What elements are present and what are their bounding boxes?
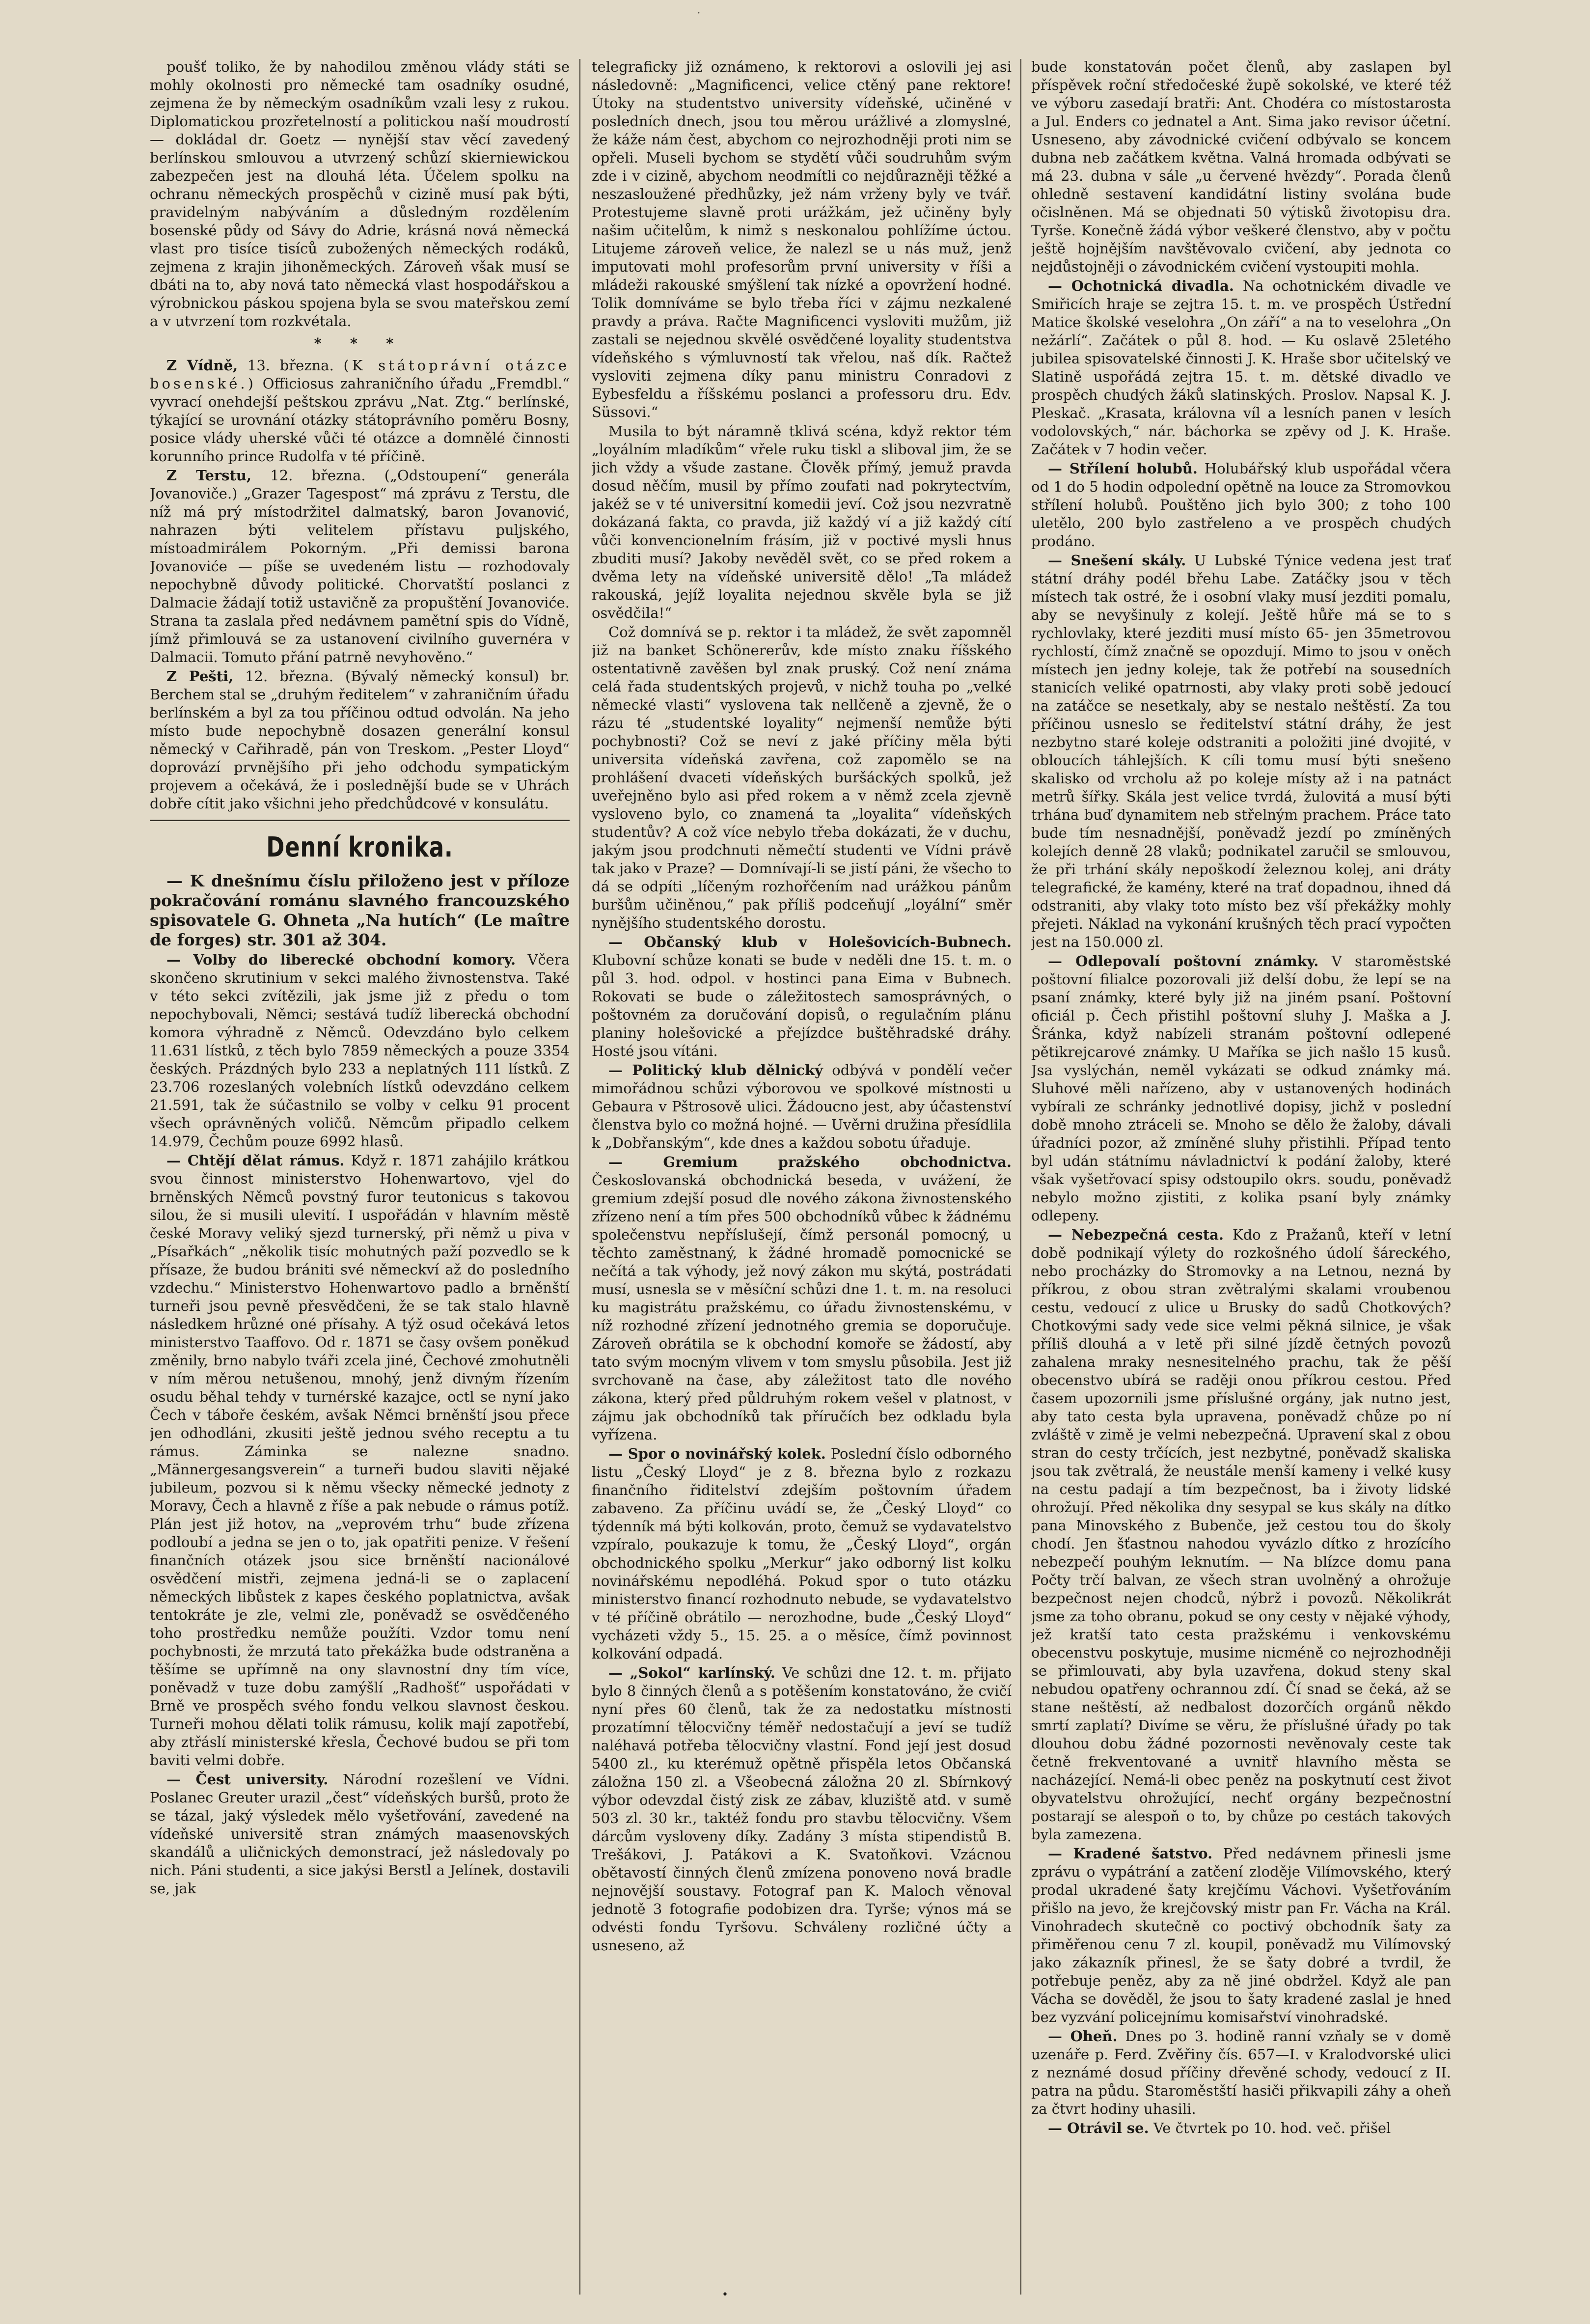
news-item: — Čest university. Národní rozešlení ve Vídni. Poslanec Greuter urazil „čest“ vídeňských buršů, proto že se tázal, jaký výsledek mělo vyšetřování, zavedené na vídeňské universitě stran známých maasenovských skandálů a uličnických demonstrací, jež následovaly po nich. Páni studenti, a sice jakýsi Berstl a Jelínek, dostavili se, jak bbox=[150, 1771, 570, 1897]
page-bottom-mark: • bbox=[722, 2289, 728, 2301]
news-item: — Spor o novinářský kolek. Poslední číslo odborného listu „Český Lloyd“ je z 8. března bylo z rozkazu finančního řiditelství zdejším poštovním úřadem zabaveno. Za příčinu uvádí se, že „Český Lloyd“ co týdenník má býti kolkován, proto, čemuž se vydavatelstvo vzpíralo, poukazuje k tomu, že „Český Lloyd“, orgán obchodnického spolku „Merkur“ jako odborný list kolku novinářskému nepodléhá. Pokud spor o tuto otázku ministerstvo financí rozhodnuto nebude, se vydavatelstvo v té příčině obrátilo — nerozhodne, bude „Český Lloyd“ vycházeti vždy 5., 15. 25. a o měsíce, čímž povinnost kolkování odpadá. bbox=[592, 1445, 1012, 1662]
news-item: — Politický klub dělnický odbývá v pondělí večer mimořádnou schůzi výborovou ve spolkové místnosti u Gebaura v Pštrosově ulici. Žádoucno jest, aby účastenství členstva bylo co možná hojné. — Uvěrni družina přesídlila k „Dobřanským“, kde dnes a každou sobotu úřaduje. bbox=[592, 1062, 1012, 1151]
column-3 bbox=[1031, 58, 1451, 2295]
column-1 bbox=[150, 58, 570, 2295]
news-item: Z Vídně, 13. března. (K státoprávní otázce bosenské.) Officiosus zahraničního úřadu „Fremdbl.“ vyvrací onehdejší peštskou zprávu „Nat. Ztg.“ berlínské, týkající se urovnání otázky státoprávního poměru Bosny, posice vlády uherské vůči té otázce a domnělé činnosti korunního prince Rudolfa v té příčině. bbox=[150, 357, 570, 465]
news-item: — „Sokol“ karlínský. Ve schůzi dne 12. t. m. přijato bylo 8 činných členů a s potěšením konstatováno, že cvičí nyní přes 60 členů, tak že za nedostatku místnosti prozatímní tělocvičny téměř nedostačují a jeví se tudíž naléhavá potřeba tělocvičny vlastní. Fond její jest dosud 5400 zl., ku kterémuž opětně přispěla letos Občanská záložna 150 zl. a Všeobecná záložna 20 zl. Sbírnkový výbor odevzdal čistý zisk ze zábav, kluziště atd. v sumě 503 zl. 30 kr., taktéž fondu pro stavbu tělocvičny. Všem dárcům vysloveny díky. Zadány 3 místa stipendistů B. Trešákovi, J. Patákovi a K. Svatoňkovi. Vzácnou obětavostí činných členů zmízena ponoveno nová bradle nejnovější soustavy. Fotograf pan K. Maloch věnoval jednotě 3 fotografie podobizen dra. Tyrše; výnos má se odvésti fondu Tyršovu. Schváleny rozličné účty a usneseno, až bbox=[592, 1664, 1012, 1954]
news-item: — Ochotnická divadla. Na ochotnickém divadle ve Smiřicích hraje se zejtra 15. t. m. ve prospěch Ústřední Matice školské veselohra „On září“ a na to veselohra „On nežárlí“. Začátek o půl 8. hod. — Ku oslavě 25letého jubilea spisovatelské činnosti J. K. Hraše sbor učitelský ve Slatině uspořádá zejtra 15. t. m. dětské divadlo ve prospěch chudých žáků slatinských. Proslov. Napsal K. J. Pleskač. „Krasata, královna víl a lesních panen v lesích vodolovských,“ nár. báchorka se zpěvy od J. K. Hraše. Začátek v 7 hodin večer. bbox=[1031, 277, 1451, 458]
section-rule bbox=[150, 820, 570, 821]
news-item: — Otrávil se. Ve čtvrtek po 10. hod. več. přišel bbox=[1048, 2120, 1391, 2136]
news-item: — Gremium pražského obchodnictva. Českoslovanská obchodnická beseda, v uvážení, že gremium zdejší posud dle nového zákona živnostenského zřízeno není a tím přes 500 obchodníků vůbec k žádnému společenstvu nepříslušejí, čímž personál pomocný, u těchto zaměstnaný, k žádné hromadě pomocnické se nečítá a tak výhody, jež nový zákon mu skýtá, postrádati musí, usnesla se v měsíční schůzi dne 1. t. m. na resoluci ku magistrátu pražskému, co úřadu živnostenskému, v níž rozhodné zřízení jednotného gremia se doporučuje. Zároveň obrátila se k obchodní komoře se žádostí, aby tato svým mocným vlivem v tom smyslu působila. Jest již svrchovaně na čase, aby záležitost tato dle nového zákona, který před půldruhým rokem vešel v platnost, v zájmu jak obchodníků tak příručích bez odkladu byla vyřízena. bbox=[592, 1154, 1012, 1443]
news-item: — Občanský klub v Holešovicích-Bubnech. Klubovní schůze konati se bude v neděli dne 15. t. m. o půl 3. hod. odpol. v hostinci pana Eima v Bubnech. Rokovati se bude o záležitostech samosprávných, o poštovném za doručování dopisů, o regulačním plánu planiny holešovické a přejízdce buštěhradské dráhy. Hosté jsou vítáni. bbox=[592, 934, 1012, 1059]
news-item: — Chtějí dělat rámus. Když r. 1871 zahájilo krátkou svou činnost ministerstvo Hohenwartovo, vjel do brněnských Němců povstný furor teutonicus s takovou silou, že si musili ulevití. I uspořádán v hlavním městě české Moravy veliký sjezd turnerský, při němž u piva v „Písařkách“ „několik tisíc mohutných paží pozvedlo se k přísaze, že budou brániti své německví až do posledního vzdechu.“ Ministerstvo Hohenwartovo padlo a brněnští turneři jsou pevně přesvědčeni, že se tak stalo hlavně následkem hrůzné oné přísahy. A týž osud očekává letos ministerstvo Taaffovo. Od r. 1871 se časy ovšem poněkud změnily, brno nabylo tváři zcela jiné, Čechové zmohutněli v ním měrou netušenou, mnohý, jenž divným řízením osudu běhal tehdy v turnérské kazajce, octl se nyní jako Čech v táboře českém, avšak Němci brněnští jsou přece jen odhodláni, zkusiti ještě jednou svého receptu a tu rámus. Záminka se nalezne snadno. „Männergesangsverein“ a turneři budou slaviti nějaké jubileum, pozvou si k němu všecky německé jednoty z Moravy, Čech a hlavně z říše a pak nebude o rámus potíž. Plán jest již hotov, na „veprovém trhu“ bude zřízena podloubí a jedna se jen o to, jak opatřiti penize. V řešení finančních otázek jsou sice brněnští nacionálové osvědčení mistři, zejmena jedná-li se o zaplacení německých libůstek z kapes českého poplatnictva, avšak tentokráte je zle, velmi zle, poněvadž se osvědčeného toho prostředku nemůže použíti. Vzdor tomu není pochybnosti, že mrzutá tato překážka bude odstraněna a těšíme se upřímně na ony slavnostní dny tím více, poněvadž v tuze dobu zamýšlí „Radhošť“ uspořádati v Brně ve prospěch svého fondu velkou slavnost českou. Turneři mohou dělati tolik rámusu, kolik mají zapotřebí, aby ztřáslí ministerské křesla, Čechové budou se při tom baviti velmi dobře. bbox=[150, 1152, 570, 1769]
news-item: — Střílení holubů. Holubářský klub uspořádal včera od 1 do 5 hodin odpolední opětně na louce za Stromovkou střílení holubů. Pouštěno jich bylo 300; z toho 100 uletělo, 200 bylo zastřeleno a ve prospěch chudých prodáno. bbox=[1031, 460, 1451, 550]
news-item: — Kradené šatstvo. Před nedávnem přinesli jsme zprávu o vypátrání a zatčení zloděje Vilímovského, který prodal ukradené šaty krejčímu Váchovi. Vyšetřováním přišlo na jevo, že krejčovský mistr pan Fr. Vácha na Král. Vinohradech skutečně co poctivý obchodník šaty za přiměřenou cenu 7 zl. koupil, poněvadž mu Vilímovský jako zákazník přinesl, že se šaty dobré a tvrdil, že potřebuje peněz, aby za ně jiné obdržel. Když ale pan Vácha se dověděl, že jsou to šaty kradené zaslal je hned bez vyzvání policejnímu komisařství vinohradské. bbox=[1031, 1845, 1451, 2025]
column-2 bbox=[592, 58, 1012, 2295]
news-item: — Volby do liberecké obchodní komory. Včera skončeno skrutinium v sekci malého živnostenstva. Také v této sekci zvítězili, jak jsme již z předu o tom nepochybovali, Němci; sestává tudíž liberecká obchodní komora výhradně z Němců. Odevzdáno bylo celkem 11.631 lístků, z těch bylo 7859 německých a pouze 3354 českých. Prázdných bylo 233 a neplatných 111 lístků. Z 23.706 rozeslaných volebních lístků odevzdáno celkem 21.591, tak že súčastnilo se volby v celku 91 procent všech oprávněných voličů. Němcům připadlo celkem 14.979, Čechům pouze 6992 hlasů. bbox=[150, 951, 570, 1150]
page-top-mark: · bbox=[697, 7, 701, 19]
news-item: — Odlepovalí poštovní známky. V staroměstské poštovní filialce pozorovali již delší dobu, že lepí se na psaní známky, které byly již na jiném psaní. Poštovní oficiál p. Čech přistihl poštovní sluhy J. Maška a J. Šránka, když nabízeli stranám poštovní odlepené pětikrejcarové známky. U Maříka se jich našlo 15 kusů. Jsa vyslýchán, neměl vykázati se odkud známky má. Sluhové měli nařízeno, aby v ustanovených hodinách vybírali ze schránky jednotlivé dopisy, jichž v poslední době mnoho ztráceli se. Mnoho se dělo že žaloby, dávali úřadníci pozor, až zmíněné sluhy přistihli. Případ tento byl udán státnímu návladnictví k podání žaloby, které však vyšetřovací spisy odstoupilo okrs. soudu, poněvadž nebylo možno zjistiti, z kolika psaní byly známky odlepeny. bbox=[1031, 953, 1451, 1224]
lead-notice: — K dnešnímu číslu přiloženo jest v příloze pokračování románu slavného francouzského spisovatele G. Ohneta „Na hutích“ (Le maître de forges) str. 301 až 304. bbox=[150, 871, 570, 949]
article-paragraph: Což domnívá se p. rektor i ta mládež, že svět zapomněl již na banket Schönererův, kde místo znaku říšského ostentativně zavěšen byl znak pruský. Což není známa celá řada studentských projevů, v nichž touha po „velké německé vlasti“ vyslovena tak nellčeně a zjevně, že o rázu té „studentské loyality“ nejmenší nemůže býti pochybnosti? Což se neví z jaké příčiny měla býti universita vídeňská zavřena, což zapomělo se na prohlášení dvaceti vídeňských buršáckých spolků, jež uveřejněno bylo asi před rokem a v němž zcela zjevně vysloveno bylo, co znamená ta „loyalita“ vídeňských studentův? A což více nebylo třeba dokázati, že v duchu, jakým jsou prodchnuti němečtí studenti ve Vídni právě tak jako v Praze? — Domnívají-li se jistí páni, že všecho to dá se odpíti „líčeným rozhořčením nad urážkou pánům buršům učiněnou,“ pak příliš podceňují „loyální“ směr nynějšího studentského dorostu. bbox=[592, 624, 1012, 931]
section-stars: * * * bbox=[314, 335, 406, 352]
news-item: — Snešení skály. U Lubské Týnice vedena jest trať státní dráhy podél břehu Labe. Zatáčky jsou v těch místech tak ostré, že i osobní vlaky musí jezditi pomalu, aby se nevyšinuly z kolejí. Ještě hůře má se to s rychlovlaky, které jezditi musí místo 65- jen 35metrovou rychlostí, čímž značně se opozdují. Mimo to jsou v oněch místech jen jedny koleje, tak že potřebí na sousedních stanicích veliké opatrnosti, aby vlaky proti sobě jedoucí na zatáčce se nesetkaly, aby se nestalo neštěstí. Za tou příčinou usneslo se ředitelství státní dráhy, že jest nezbytno staré koleje odstraniti a položiti jiné dvojité, v obloucích táhlejších. K cíli tomu musí býti snešeno skalisko od vrcholu až po koleje místy až i na patnáct metrů šířky. Skála jest velice tvrdá, žulovitá a musí býti trhána buď dynamitem neb střelným prachem. Práce tato bude tím nesnadnější, poněvadž jezdí po zmíněných kolejích denně 28 vlaků; podnikatel zaručil se smlouvou, že při trhání skály nepoškodí železnou kolej, ani dráty telegrafické, že kamény, které na trať dopadnou, ihned dá odstraniti, aby vlaky toto místo bez vší překážky mohly přejeti. Náklad na vykonání krušných těch prací vypočten jest na 150.000 zl. bbox=[1031, 552, 1451, 950]
section-title: Denní kronika. bbox=[266, 831, 453, 863]
column-divider bbox=[579, 59, 580, 2295]
article-paragraph: poušť toliko, že by nahodilou změnou vlády státi se mohly okolnosti pro německé tam osadníky osudné, zejmena že by německým osadníkům vzali lesy z rukou. Diplomatickou prozřetelností a politickou naší moudrostí — dokládal dr. Goetz — nynější stav věcí zavedený berlínskou smlouvou a utvrzený schůzí skierniewickou zabezpečen jest na dlouhá léta. Účelem spolku na ochranu německých prospěchů v cizině musí pak býti, pravidelným nabýváním a důsledným rozdělením bosenské půdy od Sávy do Adrie, krásná nová německá vlast pro tisíce tisíců zubožených německých rodáků, zejmena z krajin jihoněmeckých. Zároveň však musí se dbáti na to, aby nová tato německá vlast hospodářskou a výrobnickou páskou spojena byla se svou mateřskou zemí a v utvrzení tom rozkvétala. bbox=[150, 58, 570, 330]
news-item: — Nebezpečná cesta. Kdo z Pražanů, kteří v letní době podnikají výlety do rozkošného údolí šáreckého, nebo procházky do Stromovky a na Letnou, nezná by příkrou, z obou stran zvětralými skalami vroubenou cestu, vedoucí z ulice u Brusky do sadů Chotkových? Chotkovými sady vede sice velmi pěkná silnice, je však příliš dlouhá a v letě při silné jízdě četných povozů zahalena mraky nesnesitelného prachu, tak že pěší obecenstvo ubírá se raději onou příkrou cestou. Před časem upozornili jsme příslušné orgány, jak nutno jest, aby tato cesta byla upravena, poněvadž chůze po ní zvláště v zimě je velmi nebezpečná. Upravení skal z obou stran do cesty trčících, jest nezbytné, poněvadž skaliska jsou tak zvětralá, že neustále menší kameny i velké kusy na cestu padají a tím bezpečnost, ba i životy lidské ohrožují. Před několika dny sesypal se kus skály na dítko pana Minovského z Bubenče, jež cestou tou do školy chodí. Jen šťastnou nahodou vyvázlo dítko z hrozícího nebezpečí pouhým leknutím. — Na blízce domu pana Počty trčí balvan, ze všech stran uvolněný a ohrožuje bezpečnost nejen chodců, nýbrž i povozů. Několikrát jsme za toho obranu, pokud se ony cesty v nějaké výhody, jež kratší tato cesta pražskému i venkovskému obecenstvu poskytuje, musime nicméně co nejrozhodněji se přimlouvati, aby byla uzavřena, dokud steny skal nebudou opatřeny ochrannou zdí. Čí snad se čeká, až se stane neštěstí, až nedbalost dozorčích orgánů někdo smrtí zaplatí? Divíme se věru, že příslušné úřady po tak dlouhou dobu žádné pozornosti nevěnovaly ceste tak četně frekventované a uvnitř hlavního města se nacházející. Nemá-li obec peněz na poskytnutí cest život obyvatelstvu ohrožující, nechť orgány bezpečnostní postarají se alespoň o to, by chůze po cestách takových byla zamezena. bbox=[1031, 1226, 1451, 1843]
news-item: — Oheň. Dnes po 3. hodině ranní vzňaly se v domě uzenáře p. Ferd. Zvěřiny čís. 657—I. v Kralodvorské ulici z neznámé dosud příčiny dřevěné schody, vedoucí z II. patra na půdu. Staroměstští hasiči přikvapili záhy a oheň za čtvrt hodiny uhasili. bbox=[1031, 2028, 1451, 2117]
article-paragraph: telegraficky již oznámeno, k rektorovi a oslovili jej asi následovně: „Magnificenci, velice ctěný pane rektore! Útoky na studentstvo university vídeňské, učiněné v posledních dnech, jsou tou měrou urážlivé a zlomyslné, že káže nám čest, abychom co nejrozhodněji proti nim se opřeli. Museli bychom se stydětí vůči soudruhům svým zde i v cizině, abychom neodmítli co nejdůrazněji těžké a neszasloužené předhůzky, jež nám vrženy byly ve tvář. Protestujeme slavně proti urážkám, jež učiněny byly našim učitelům, k nimž s neskonalou pohlížíme úctou. Litujeme zároveň velice, že nalezl se u nás muž, jenž imputovati mohl profesorům první university v říši a mládeži rakouské smýšlení tak nízké a opovržení hodné. Tolik domníváme se bylo třeba říci v zájmu nezkalené pravdy a práva. Račte Magnificenci vysloviti mužům, již zastali se nejednou skvělé osvědčené loyality studentstva vídeňského s výmluvností tak vřelou, naš dík. Račtež vysloviti zejmena díky panu ministru Conradovi z Eybesfeldu a říšskému poslanci a professoru dru. Edv. Süssovi.“ bbox=[592, 58, 1012, 420]
article-paragraph: bude konstatován počet členů, aby zaslapen byl příspěvek roční středočeské župě sokolské, ve které též ve výboru zasedají bratři: Ant. Chodéra co místostarosta a Jul. Enders co jednatel a Ant. Sima jako revisor účetní. Usneseno, aby závodnické cvičení odbývalo se koncem dubna neb začátkem května. Valná hromada odbývati se má 23. dubna v sále „u červené hvězdy“. Porada členů ohledně sestavení kandidátní listiny svolána bude očislněnen. Má se objednati 50 výtisků životopisu dra. Tyrše. Konečně žádá výbor veškeré členstvo, aby v počtu ještě hojnějším navštěvovalo cvičení, aby jednota co nejdůstojněji o závodnickém cvičení vystoupiti mohla. bbox=[1031, 58, 1451, 275]
news-item: Z Pešti, 12. března. (Bývalý německý konsul) br. Berchem stal se „druhým ředitelem“ v zahraničním úřadu berlínském a byl za tou příčinou odtud odvolán. Na jeho místo bude nepochybně dosazen generální konsul německý v Cařihradě, pán von Treskom. „Pester Lloyd“ doprovází prvnějšího při jeho odchodu sympatickým projevem a očekává, že i poslednější bude se v Uhrách dobře cítit jako všichni jeho předchůdcové v konsulátu. bbox=[150, 668, 570, 812]
column-divider bbox=[1020, 59, 1021, 2295]
article-paragraph: Musila to být náramně tklivá scéna, když rektor tém „loyálním mladíkům“ vřele ruku tiskl a sliboval jim, že se jich vždy a všude zastane. Člověk přímý, jemuž pravda dosud něčím, musil by přímo zoufati nad pokrytectvím, jakéž se v té universitní komedii jeví. Což jsou nezvratně dokázaná fakta, co pravda, již každý ví a již každý cítí vůči konvencionelním frásím, již v poctivé mysli hnus zbuditi musí? Jakoby nevěděl svět, co se před rokem a dvěma lety na vídeňské universitě dělo! „Ta mládež rakouská, jejíž loyalita nejednou skvěle byla se již osvědčila!“ bbox=[592, 423, 1012, 621]
news-item: Z Terstu, 12. března. („Odstoupení“ generála Jovanoviče.) „Grazer Tagespost“ má zprávu z Terstu, dle níž má prý místodržitel dalmatský, baron Jovanović, nahrazen býti velitelem přístavu puljského, místoadmirálem Pokorným. „Při demissi barona Jovanoviće — píše se uvedeném listu — rozhodovaly nepochybně důvody politické. Chorvatští poslanci z Dalmacie žádají totiž ustavičně za propuštění Jovanoviće. Strana ta zaslala před nedávnem pamětní spis do Vídně, jímž přimlouvá se za ustanovení civilního guvernéra v Dalmacii. Tomuto přání patrně nevyhověno.“ bbox=[150, 467, 570, 665]
